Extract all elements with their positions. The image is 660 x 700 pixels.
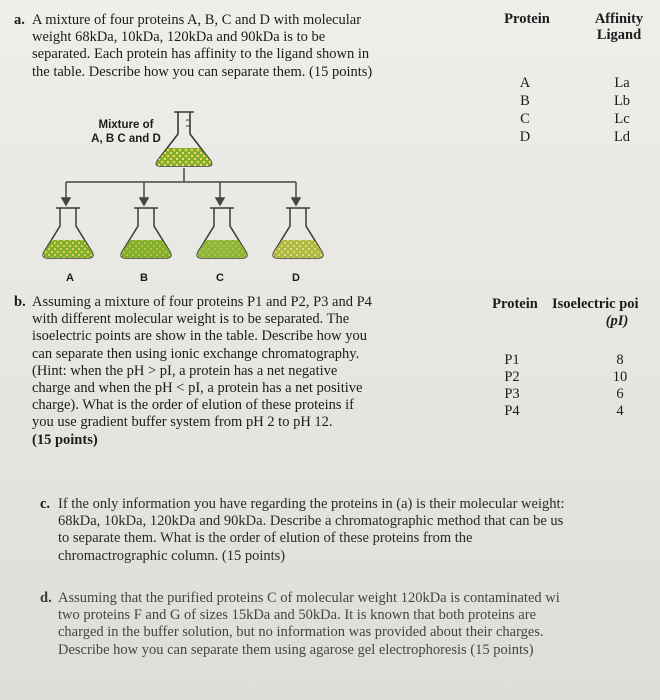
split-arrows bbox=[62, 168, 300, 205]
table-b-header-protein: Protein bbox=[492, 296, 538, 312]
table-a-header-protein: Protein bbox=[504, 11, 550, 27]
question-a-label: a. bbox=[14, 12, 25, 28]
flask-b-icon bbox=[121, 208, 171, 258]
question-b-line: you use gradient buffer system from pH 2 to pH 12. bbox=[32, 414, 333, 431]
table-a-ligand-a: La bbox=[614, 75, 630, 91]
table-b-protein-p1: P1 bbox=[504, 352, 520, 368]
question-a-line: the table. Describe how you can separate them. (15 points) bbox=[32, 63, 373, 80]
mixture-flask-icon bbox=[156, 112, 211, 166]
question-c-line: chromactrographic column. (15 points) bbox=[58, 547, 286, 564]
question-d-line: charged in the buffer solution, but no information was provided about their charges. bbox=[58, 624, 544, 641]
table-a-protein-b: B bbox=[520, 93, 530, 109]
question-d-text bbox=[58, 590, 560, 659]
table-a-ligand-d: Ld bbox=[613, 129, 631, 145]
question-b-text bbox=[32, 294, 372, 449]
question-d-line: Assuming that the purified proteins C of molecular weight 120kDa is contaminated wi bbox=[58, 590, 560, 606]
flask-label-c: C bbox=[216, 272, 224, 284]
question-d-line: two proteins F and G of sizes 15kDa and 50kDa. It is known that both proteins are bbox=[58, 607, 537, 624]
question-c-line: If the only information you have regarding the proteins in (a) is their molecular weight: bbox=[58, 496, 565, 512]
flask-a-icon bbox=[43, 208, 93, 258]
flask-d-icon bbox=[273, 208, 323, 258]
flask-label-a: A bbox=[66, 272, 74, 284]
question-c-text bbox=[58, 496, 565, 565]
question-b-line: (Hint: when the pH > pI, a protein has a net negative bbox=[32, 362, 338, 379]
question-b-line: charge). What is the order of elution of these proteins if bbox=[32, 397, 354, 414]
question-d-label: d. bbox=[40, 590, 52, 606]
question-c-line: to separate them. What is the order of elution of these proteins from the bbox=[58, 530, 473, 547]
table-a-protein-a: A bbox=[519, 75, 531, 91]
question-a-line: A mixture of four proteins A, B, C and D with molecular bbox=[32, 12, 362, 28]
question-c-label: c. bbox=[40, 496, 51, 512]
question-b-line: with different molecular weight is to be separated. The bbox=[32, 311, 350, 328]
table-b-pi-p2: 10 bbox=[612, 369, 628, 385]
flask-label-b: B bbox=[140, 272, 148, 284]
table-a-protein-c: C bbox=[520, 111, 530, 127]
question-d-line: Describe how you can separate them using agarose gel electrophoresis (15 points) bbox=[58, 641, 534, 658]
table-b-protein-p3: P3 bbox=[504, 386, 520, 402]
question-b-line: Assuming a mixture of four proteins P1 and P2, P3 and P4 bbox=[32, 294, 372, 310]
table-a-protein-d: D bbox=[519, 129, 531, 145]
table-b-protein-p2: P2 bbox=[504, 369, 520, 385]
question-b-line: isoelectric points are show in the table. Describe how you bbox=[32, 328, 368, 345]
question-b-line: (15 points) bbox=[32, 431, 98, 448]
table-b-header-pi: Isoelectric poi bbox=[552, 296, 639, 312]
question-b-line: can separate then using ionic exchange chromatography. bbox=[32, 345, 360, 362]
separation-diagram bbox=[40, 100, 400, 290]
mixture-label-line: A, B C and D bbox=[91, 133, 161, 145]
table-a-ligand-b: Lb bbox=[613, 93, 631, 109]
question-a-text bbox=[32, 12, 372, 81]
mixture-label-line: Mixture of bbox=[98, 119, 154, 131]
question-b-label: b. bbox=[14, 294, 26, 310]
question-a-line: separated. Each protein has affinity to the ligand shown in bbox=[32, 46, 370, 63]
table-b-pi-p3: 6 bbox=[616, 386, 624, 402]
table-b-protein-p4: P4 bbox=[504, 403, 520, 419]
question-c-line: 68kDa, 10kDa, 120kDa and 90kDa. Describe a chromatographic method that can be us bbox=[58, 513, 564, 530]
table-a-header-affinity: Affinity Ligand bbox=[594, 11, 644, 43]
table-a-ligand-c: Lc bbox=[614, 111, 630, 127]
table-b-pi-p1: 8 bbox=[616, 352, 624, 368]
table-b-header-pi-unit: (pI) bbox=[605, 313, 629, 329]
question-a-line: weight 68kDa, 10kDa, 120kDa and 90kDa is to be bbox=[32, 29, 326, 46]
question-b-line: charge and when the pH < pI, a protein has a net positive bbox=[32, 380, 363, 397]
flask-label-d: D bbox=[292, 272, 300, 284]
flask-c-icon bbox=[197, 208, 247, 258]
table-b-pi-p4: 4 bbox=[616, 403, 624, 419]
